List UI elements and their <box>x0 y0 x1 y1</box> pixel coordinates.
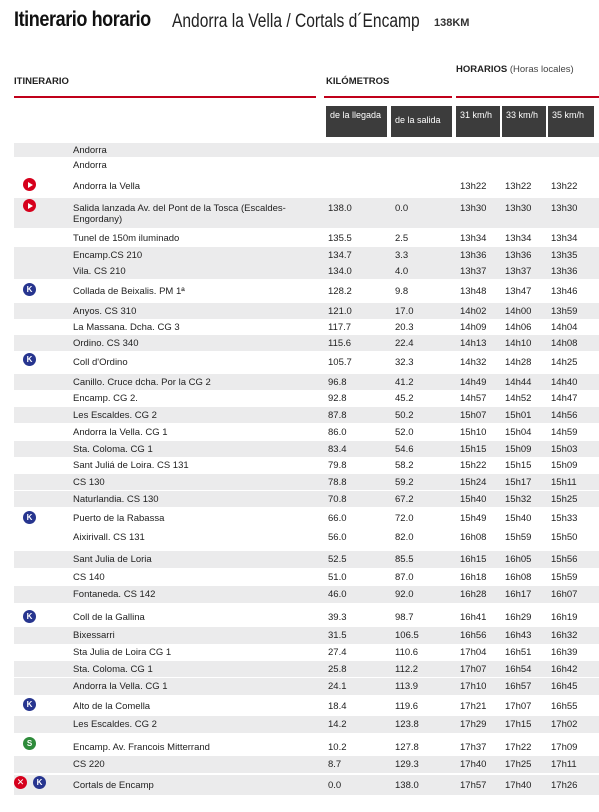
row-km-llegada: 66.0 <box>328 513 347 524</box>
row-km-salida: 72.0 <box>395 513 414 524</box>
table-row <box>14 374 599 390</box>
row-time-31: 16h18 <box>460 571 487 583</box>
start-icon <box>23 199 36 212</box>
row-time-33: 16h51 <box>505 646 532 658</box>
row-time-31: 15h22 <box>460 459 487 471</box>
row-time-35: 13h30 <box>551 203 578 214</box>
row-km-llegada: 78.8 <box>328 476 347 488</box>
row-km-salida: 113.9 <box>395 681 419 692</box>
row-time-33: 15h09 <box>505 443 532 455</box>
row-km-llegada: 121.0 <box>328 305 352 317</box>
row-time-33: 15h01 <box>505 409 532 421</box>
row-time-35: 14h47 <box>551 392 578 404</box>
row-km-llegada: 128.2 <box>328 285 352 297</box>
row-km-salida: 20.3 <box>395 321 414 333</box>
row-km-salida: 9.8 <box>395 285 409 297</box>
row-km-salida: 87.0 <box>395 571 414 583</box>
row-km-llegada: 27.4 <box>328 646 347 658</box>
row-time-33: 14h44 <box>505 376 532 388</box>
row-time-31: 16h08 <box>460 532 487 543</box>
row-km-llegada: 0.0 <box>328 779 342 791</box>
row-time-31: 17h10 <box>460 681 487 692</box>
col-de-la-llegada: de la llegada <box>326 106 387 137</box>
itinerario-header: ITINERARIO <box>14 76 69 87</box>
row-time-33: 16h57 <box>505 681 532 692</box>
table-row <box>14 661 599 677</box>
row-km-salida: 0.0 <box>395 203 409 214</box>
row-location: Encamp. CG 2. <box>73 392 138 404</box>
row-time-31: 14h13 <box>460 337 487 349</box>
row-km-salida: 123.8 <box>395 719 419 730</box>
row-km-salida: 3.3 <box>395 249 409 261</box>
row-km-llegada: 134.7 <box>328 249 352 261</box>
table-row <box>14 716 599 733</box>
row-time-31: 16h15 <box>460 554 487 565</box>
row-location: La Massana. Dcha. CG 3 <box>73 321 180 333</box>
row-time-35: 15h59 <box>551 571 578 583</box>
row-location: CS 140 <box>73 571 105 583</box>
row-km-salida: 119.6 <box>395 701 419 712</box>
row-time-35: 13h36 <box>551 265 578 277</box>
row-km-llegada: 10.2 <box>328 741 347 753</box>
table-row <box>14 756 599 773</box>
row-time-33: 16h43 <box>505 630 532 641</box>
table-row <box>14 335 599 351</box>
mountain-pass-icon: K <box>23 353 36 366</box>
row-location: Encamp. Av. Francois Mitterrand <box>73 741 210 753</box>
row-time-31: 13h34 <box>460 232 487 244</box>
row-time-33: 14h00 <box>505 305 532 317</box>
page-title: Itinerario horario <box>14 8 151 31</box>
row-time-35: 14h40 <box>551 376 578 388</box>
row-km-llegada: 92.8 <box>328 392 347 404</box>
row-time-33: 16h08 <box>505 571 532 583</box>
row-km-salida: 67.2 <box>395 493 414 505</box>
table-row <box>14 738 599 756</box>
row-location: Salida lanzada Av. del Pont de la Tosca (Escaldes-Engordany) <box>73 203 286 225</box>
row-km-llegada: 138.0 <box>328 203 352 214</box>
row-time-35: 15h09 <box>551 459 578 471</box>
row-time-31: 14h09 <box>460 321 487 333</box>
row-time-31: 14h02 <box>460 305 487 317</box>
row-time-33: 13h34 <box>505 232 532 244</box>
row-location: Andorra <box>73 145 107 156</box>
col-de-la-salida: de la salida <box>391 106 452 137</box>
row-location: Canillo. Cruce dcha. Por la CG 2 <box>73 376 211 388</box>
row-km-llegada: 79.8 <box>328 459 347 471</box>
row-time-33: 17h25 <box>505 759 532 770</box>
table-row <box>14 247 599 263</box>
row-time-33: 15h59 <box>505 532 532 543</box>
table-row <box>14 143 599 157</box>
row-time-35: 16h19 <box>551 611 578 623</box>
table-row <box>14 354 599 371</box>
row-location: Les Escaldes. CG 2 <box>73 719 157 730</box>
row-time-33: 14h06 <box>505 321 532 333</box>
row-km-salida: 129.3 <box>395 759 419 770</box>
kilometros-header: KILÓMETROS <box>326 76 390 87</box>
row-km-salida: 50.2 <box>395 409 414 421</box>
row-km-salida: 98.7 <box>395 611 414 623</box>
row-time-31: 16h41 <box>460 611 487 623</box>
table-row <box>14 510 599 527</box>
row-time-35: 17h09 <box>551 741 578 753</box>
table-row <box>14 698 599 715</box>
table-row <box>14 303 599 319</box>
row-km-salida: 127.8 <box>395 741 419 753</box>
start-icon <box>23 178 36 191</box>
row-time-33: 15h17 <box>505 476 532 488</box>
row-location: Coll de la Gallina <box>73 611 145 623</box>
col-speed-35: 35 km/h <box>548 106 594 137</box>
row-time-31: 17h04 <box>460 646 487 658</box>
row-time-35: 14h04 <box>551 321 578 333</box>
row-time-33: 16h05 <box>505 554 532 565</box>
table-row <box>14 281 599 301</box>
row-time-33: 15h15 <box>505 459 532 471</box>
row-time-31: 15h40 <box>460 493 487 505</box>
row-time-35: 15h11 <box>551 476 577 488</box>
row-time-35: 17h26 <box>551 779 578 791</box>
row-km-llegada: 18.4 <box>328 701 347 712</box>
row-time-33: 13h22 <box>505 180 532 192</box>
row-location: Les Escaldes. CG 2 <box>73 409 157 421</box>
horarios-label: HORARIOS <box>456 64 508 75</box>
row-km-llegada: 86.0 <box>328 426 347 438</box>
row-km-salida: 92.0 <box>395 589 414 600</box>
row-time-31: 14h32 <box>460 357 487 368</box>
title-bar <box>14 8 470 40</box>
row-time-31: 15h10 <box>460 426 487 438</box>
table-row <box>14 177 599 195</box>
table-row <box>14 586 599 603</box>
col-speed-33: 33 km/h <box>502 106 546 137</box>
row-time-31: 17h40 <box>460 759 487 770</box>
row-time-35: 16h39 <box>551 646 578 658</box>
row-km-salida: 17.0 <box>395 305 414 317</box>
finish-icon: ✕ <box>14 776 27 789</box>
row-time-33: 13h47 <box>505 285 532 297</box>
row-location: Sant Julia de Loria <box>73 554 152 565</box>
row-location: Naturlandia. CS 130 <box>73 493 159 505</box>
row-time-31: 16h28 <box>460 589 487 600</box>
table-row <box>14 644 599 660</box>
row-time-35: 16h07 <box>551 589 578 600</box>
mountain-pass-icon: K <box>23 283 36 296</box>
row-time-33: 17h15 <box>505 719 532 730</box>
row-time-35: 16h55 <box>551 701 578 712</box>
row-time-33: 17h22 <box>505 741 532 753</box>
row-time-31: 16h56 <box>460 630 487 641</box>
row-time-31: 17h07 <box>460 663 487 675</box>
table-row <box>14 457 599 473</box>
row-time-33: 13h36 <box>505 249 532 261</box>
row-km-llegada: 25.8 <box>328 663 347 675</box>
row-km-salida: 110.6 <box>395 646 419 658</box>
row-time-35: 15h25 <box>551 493 578 505</box>
table-row <box>14 569 599 585</box>
mountain-pass-icon: K <box>23 511 36 524</box>
row-location: Coll d'Ordino <box>73 357 128 368</box>
row-location: Ordino. CS 340 <box>73 337 139 349</box>
table-row <box>14 263 599 279</box>
row-location: Vila. CS 210 <box>73 265 126 277</box>
row-time-31: 14h49 <box>460 376 487 388</box>
row-time-33: 15h40 <box>505 513 532 524</box>
row-location: Bixessarri <box>73 630 115 641</box>
row-km-salida: 45.2 <box>395 392 414 404</box>
row-km-salida: 59.2 <box>395 476 414 488</box>
route-distance: 138KM <box>434 17 470 29</box>
divider-kilometros <box>324 96 452 98</box>
row-time-31: 15h07 <box>460 409 487 421</box>
row-time-35: 13h34 <box>551 232 578 244</box>
row-time-35: 13h35 <box>551 249 578 261</box>
row-km-llegada: 8.7 <box>328 759 342 770</box>
table-row <box>14 424 599 440</box>
row-time-31: 13h22 <box>460 180 487 192</box>
row-location: Andorra la Vella. CG 1 <box>73 426 168 438</box>
row-time-33: 16h29 <box>505 611 532 623</box>
table-row <box>14 775 599 795</box>
row-km-salida: 138.0 <box>395 779 419 791</box>
row-km-llegada: 46.0 <box>328 589 347 600</box>
table-row <box>14 608 599 626</box>
row-time-31: 15h15 <box>460 443 487 455</box>
table-row <box>14 441 599 457</box>
row-location: Andorra la Vella <box>73 180 141 192</box>
row-location: Sant Juliá de Loira. CS 131 <box>73 459 189 471</box>
row-km-llegada: 24.1 <box>328 681 347 692</box>
row-time-31: 17h29 <box>460 719 487 730</box>
table-row <box>14 407 599 423</box>
row-location: CS 220 <box>73 759 105 770</box>
row-time-35: 17h11 <box>551 759 577 770</box>
row-time-33: 13h37 <box>505 265 532 277</box>
row-location: Puerto de la Rabassa <box>73 513 165 524</box>
row-time-31: 17h37 <box>460 741 487 753</box>
row-time-33: 16h17 <box>505 589 532 600</box>
mountain-pass-icon: K <box>23 610 36 623</box>
row-time-33: 17h07 <box>505 701 532 712</box>
row-km-salida: 58.2 <box>395 459 414 471</box>
row-time-31: 13h36 <box>460 249 487 261</box>
row-km-llegada: 115.6 <box>328 337 352 349</box>
row-km-salida: 4.0 <box>395 265 409 277</box>
row-km-llegada: 52.5 <box>328 554 347 565</box>
row-km-llegada: 135.5 <box>328 232 352 244</box>
row-km-llegada: 56.0 <box>328 532 347 543</box>
table-row <box>14 551 599 568</box>
table-row <box>14 230 599 246</box>
row-location: Aixirivall. CS 131 <box>73 532 145 543</box>
row-time-35: 14h25 <box>551 357 578 368</box>
row-time-35: 16h42 <box>551 663 578 675</box>
horarios-sublabel: (Horas locales) <box>509 64 574 75</box>
row-time-35: 17h02 <box>551 719 578 730</box>
row-km-salida: 52.0 <box>395 426 414 438</box>
row-time-33: 17h40 <box>505 779 532 791</box>
row-time-33: 14h10 <box>505 337 532 349</box>
divider-itinerario <box>14 96 316 98</box>
row-time-31: 17h57 <box>460 779 487 791</box>
row-time-33: 16h54 <box>505 663 532 675</box>
mountain-pass-icon: K <box>33 776 46 789</box>
row-time-35: 14h56 <box>551 409 578 421</box>
row-location: Tunel de 150m iluminado <box>73 232 180 244</box>
table-row <box>14 198 599 228</box>
row-km-salida: 41.2 <box>395 376 414 388</box>
row-location: Alto de la Comella <box>73 701 151 712</box>
table-row <box>14 678 599 695</box>
row-km-salida: 85.5 <box>395 554 414 565</box>
row-km-llegada: 134.0 <box>328 265 352 277</box>
row-location: Collada de Beixalis. PM 1ª <box>73 285 185 297</box>
row-km-llegada: 87.8 <box>328 409 347 421</box>
row-km-llegada: 14.2 <box>328 719 347 730</box>
table-row <box>14 319 599 335</box>
table-row <box>14 474 599 490</box>
row-time-31: 13h30 <box>460 203 487 214</box>
row-km-salida: 106.5 <box>395 630 419 641</box>
row-km-llegada: 96.8 <box>328 376 347 388</box>
row-time-33: 15h32 <box>505 493 532 505</box>
row-km-llegada: 117.7 <box>328 321 352 333</box>
row-location: Cortals de Encamp <box>73 779 154 791</box>
row-time-31: 15h24 <box>460 476 487 488</box>
row-km-salida: 32.3 <box>395 357 414 368</box>
table-row <box>14 627 599 644</box>
row-km-llegada: 39.3 <box>328 611 347 623</box>
col-speed-31: 31 km/h <box>456 106 500 137</box>
row-time-31: 17h21 <box>460 701 487 712</box>
row-time-35: 13h22 <box>551 180 578 192</box>
row-km-salida: 54.6 <box>395 443 414 455</box>
row-time-35: 16h32 <box>551 630 578 641</box>
row-time-31: 14h57 <box>460 392 487 404</box>
row-time-35: 15h56 <box>551 554 578 565</box>
row-location: CS 130 <box>73 476 105 488</box>
mountain-pass-icon: K <box>23 698 36 711</box>
row-km-llegada: 70.8 <box>328 493 347 505</box>
row-time-33: 13h30 <box>505 203 532 214</box>
table-row <box>14 491 599 507</box>
row-km-salida: 22.4 <box>395 337 414 349</box>
row-time-35: 13h59 <box>551 305 578 317</box>
row-location: Sta. Coloma. CG 1 <box>73 663 153 675</box>
row-time-35: 13h46 <box>551 285 578 297</box>
table-row <box>14 390 599 406</box>
row-km-salida: 112.2 <box>395 663 419 675</box>
sprint-icon: S <box>23 737 36 750</box>
row-time-33: 14h28 <box>505 357 532 368</box>
table-row <box>14 158 599 172</box>
row-location: Andorra la Vella. CG 1 <box>73 681 168 692</box>
row-time-35: 16h45 <box>551 681 578 692</box>
row-km-llegada: 51.0 <box>328 571 347 583</box>
row-km-salida: 2.5 <box>395 232 409 244</box>
row-time-35: 14h08 <box>551 337 578 349</box>
row-time-35: 15h03 <box>551 443 578 455</box>
row-location: Anyos. CS 310 <box>73 305 137 317</box>
horarios-header <box>456 64 596 76</box>
row-km-salida: 82.0 <box>395 532 414 543</box>
row-time-35: 14h59 <box>551 426 578 438</box>
row-location: Fontaneda. CS 142 <box>73 589 156 600</box>
row-time-31: 13h48 <box>460 285 487 297</box>
row-time-31: 13h37 <box>460 265 487 277</box>
row-time-33: 15h04 <box>505 426 532 438</box>
row-time-35: 15h33 <box>551 513 578 524</box>
row-location: Andorra <box>73 160 107 171</box>
row-time-35: 15h50 <box>551 532 578 543</box>
divider-horarios <box>456 96 599 98</box>
row-km-llegada: 83.4 <box>328 443 347 455</box>
row-time-33: 14h52 <box>505 392 532 404</box>
row-location: Sta. Coloma. CG 1 <box>73 443 153 455</box>
row-location: Encamp.CS 210 <box>73 249 143 261</box>
route-title: Andorra la Vella / Cortals d´Encamp <box>172 11 420 32</box>
row-location: Sta Julia de Loira CG 1 <box>73 646 172 658</box>
table-row <box>14 529 599 546</box>
row-time-31: 15h49 <box>460 513 487 524</box>
row-km-llegada: 31.5 <box>328 630 347 641</box>
row-km-llegada: 105.7 <box>328 357 352 368</box>
